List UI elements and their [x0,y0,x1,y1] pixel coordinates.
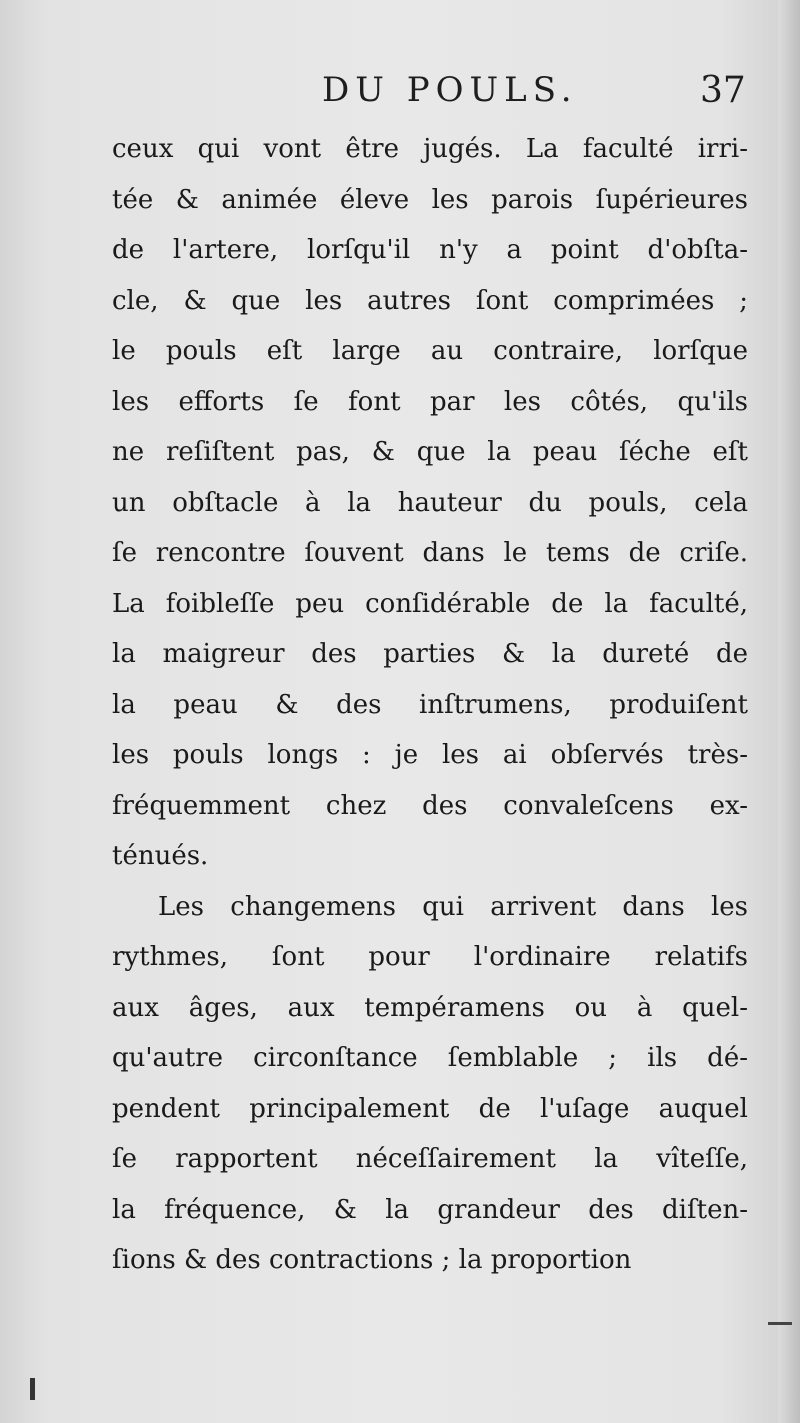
body-text [112,124,748,1286]
text-line: la fréquence, & la grandeur des diſten- [112,1194,748,1225]
ink-speck [768,1322,792,1325]
text-line: la peau & des inſtrumens, produiſent [112,689,748,720]
ink-speck [30,1378,35,1400]
text-line: cle, & que les autres ſont comprimées ; [112,285,748,316]
text-line: les efforts ſe font par les côtés, qu'ils [112,386,748,417]
paragraph [112,124,748,882]
text-line: ténués. [112,841,209,871]
running-title: DU POULS. [322,70,578,110]
text-line: La foibleſſe peu conſidérable de la faculté, [112,588,748,619]
page-number: 37 [700,70,746,111]
text-line: un obſtacle à la hauteur du pouls, cela [112,487,748,518]
paragraph [112,882,748,1286]
text-line: tée & animée éleve les parois ſupérieures [112,184,748,215]
text-line: ceux qui vont être jugés. La faculté irri- [112,134,748,164]
text-line: ſe rencontre ſouvent dans le tems de criſe. [112,538,748,568]
text-line: ſions & des contractions ; la proportion [112,1245,632,1275]
text-line: de l'artere, lorſqu'il n'y a point d'obſta- [112,235,748,265]
text-line: ne reſiſtent pas, & que la peau ſéche eſt [112,437,748,467]
text-line: pendent principalement de l'uſage auquel [112,1093,748,1124]
text-line: ſe rapportent néceſſairement la vîteſſe, [112,1144,748,1174]
page-header [0,70,800,120]
text-line: les pouls longs : je les ai obſervés très- [112,740,748,770]
text-line: le pouls eſt large au contraire, lorſque [112,336,748,366]
text-line: qu'autre circonſtance ſemblable ; ils dé- [112,1043,748,1073]
text-line: aux âges, aux tempéramens ou à quel- [112,992,748,1023]
text-line: fréquemment chez des convaleſcens ex- [112,790,748,821]
text-line: Les changemens qui arrivent dans les [158,891,748,922]
page-edge-shadow [778,0,800,1423]
text-line: la maigreur des parties & la dureté de [112,639,748,669]
text-line: rythmes, ſont pour l'ordinaire relatifs [112,942,748,972]
